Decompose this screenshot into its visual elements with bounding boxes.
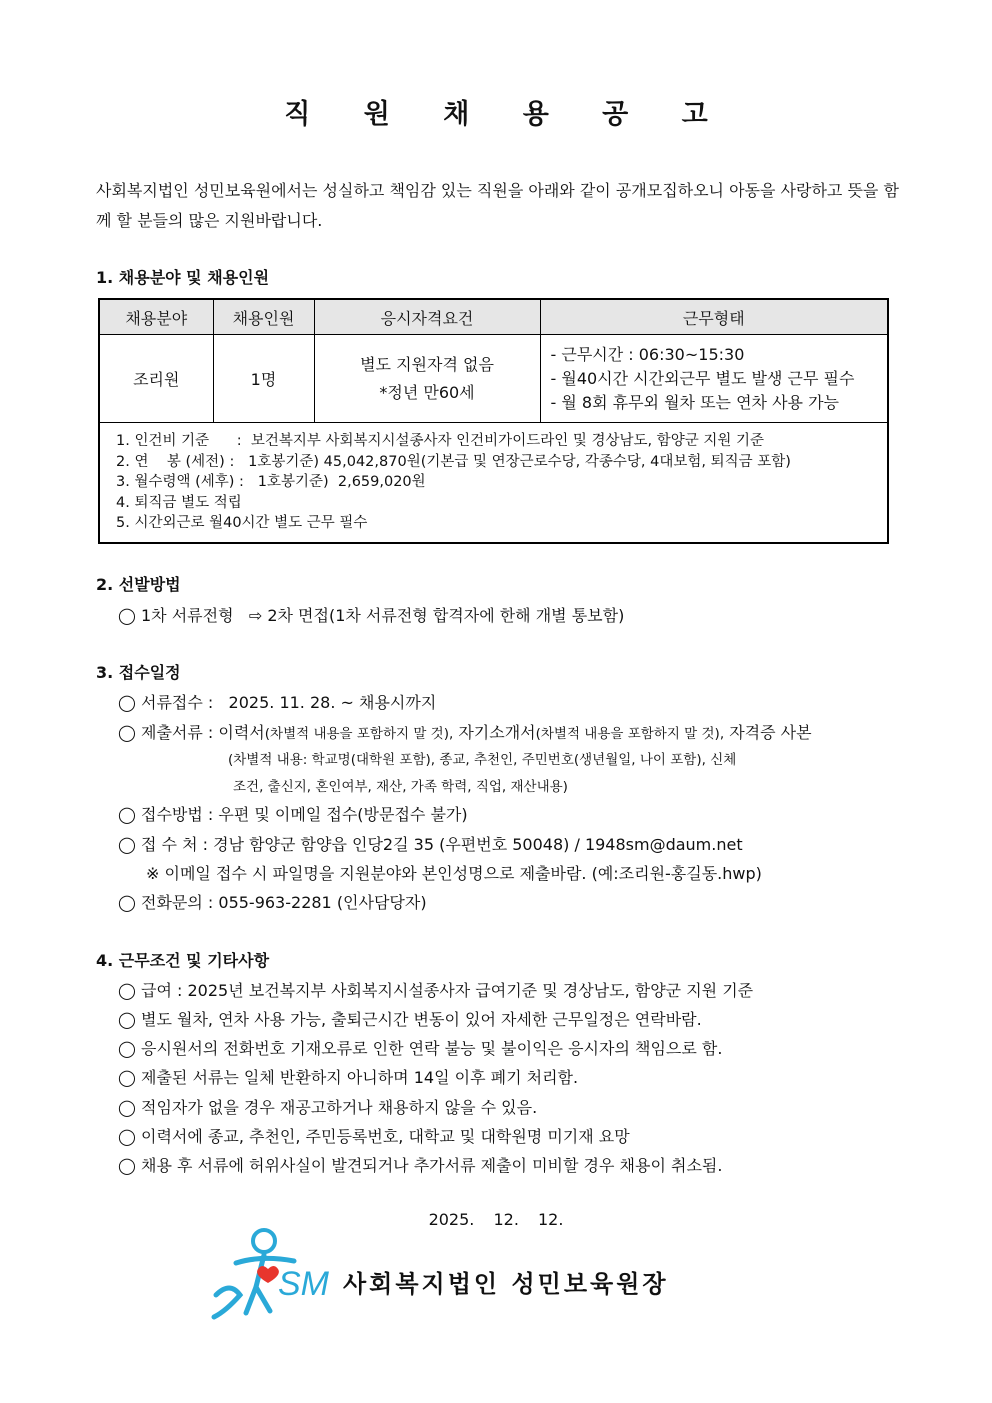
circle-bullet-icon: ◯ [118,981,136,1000]
period-line [118,690,436,713]
circle-bullet-icon: ◯ [118,606,136,625]
list-item [118,1065,578,1088]
condition-text: 응시원서의 전화번호 기재오류로 인한 연락 불능 및 불이익은 응시자의 책임으로 함. [141,1039,723,1058]
section3-heading: 3. 접수일정 [96,663,181,682]
condition-text: 적임자가 없을 경우 재공고하거나 채용하지 않을 수 있음. [141,1098,538,1117]
work-line: - 월 8회 휴무외 월차 또는 연차 사용 가능 [550,392,839,412]
note-item: 5. 시간외근로 월40시간 별도 근무 필수 [116,515,368,531]
note-item: 1. 인건비 기준 : 보건복지부 사회복지시설종사자 인건비가이드라인 및 경상남도, 함양군 지원 기준 [116,433,764,449]
table-header-row [99,299,888,335]
logo-text: SM [278,1265,329,1303]
list-item [118,1124,630,1147]
method-line [118,802,468,825]
cell-count: 1명 [213,335,314,423]
condition-text: 이력서에 종교, 추천인, 주민등록번호, 대학교 및 대학원명 미기재 요망 [141,1127,630,1146]
section1-heading: 1. 채용분야 및 채용인원 [96,268,270,287]
documents-label: 제출서류 : [141,723,219,742]
list-item [118,1095,537,1118]
header-work: 근무형태 [540,299,888,335]
doc-resume-note: (차별적 내용을 포함하지 말 것), [264,726,454,742]
list-item [118,978,753,1001]
documents-subnote-1: (차별적 내용: 학교명(대학원 포함), 종교, 추천인, 주민번호(생년월일, 나이 포함), 신체 [228,752,737,768]
doc-resume: 이력서 [218,723,265,742]
qualification-line: *정년 만60세 [379,382,475,402]
method-text: 접수방법 : 우편 및 이메일 접수(방문접수 불가) [141,805,468,824]
documents-line [118,720,812,743]
circle-bullet-icon: ◯ [118,1010,136,1029]
circle-bullet-icon: ◯ [118,1156,136,1175]
recruit-table [98,298,889,544]
circle-bullet-icon: ◯ [118,1127,136,1146]
list-item [118,1153,722,1176]
list-item [118,1036,722,1059]
intro-paragraph: 사회복지법인 성민보육원에서는 성실하고 책임감 있는 직원을 아래와 같이 공개모집하오니 아동을 사랑하고 뜻을 함께 할 분들의 많은 지원바랍니다. [96,181,899,230]
circle-bullet-icon: ◯ [118,835,136,854]
list-item [118,1007,702,1030]
notes-row [99,423,888,543]
notes-cell [99,423,888,543]
header-count: 채용인원 [213,299,314,335]
arrow-right-icon: ⇨ [248,606,263,625]
circle-bullet-icon: ◯ [118,1039,136,1058]
condition-text: 급여 : 2025년 보건복지부 사회복지시설종사자 급여기준 및 경상남도, 함양군 지원 기준 [141,981,754,1000]
table-row [99,335,888,423]
organization-logo-icon [206,1225,332,1325]
header-field: 채용분야 [99,299,213,335]
page-title: 직 원 채 용 공 고 [284,99,730,130]
condition-text: 별도 월차, 연차 사용 가능, 출퇴근시간 변동이 있어 자세한 근무일정은 연락바람. [141,1010,702,1029]
step2-text: 2차 면접(1차 서류전형 합격자에 한해 개별 통보함) [267,606,625,625]
circle-bullet-icon: ◯ [118,893,136,912]
cell-field: 조리원 [99,335,213,423]
phone-text: 전화문의 : 055-963-2281 (인사담당자) [141,893,427,912]
documents-subnote-2: 조건, 출신지, 혼인여부, 재산, 가족 학력, 직업, 재산내용) [233,779,568,795]
circle-bullet-icon: ◯ [118,723,136,742]
condition-text: 제출된 서류는 일체 반환하지 아니하며 14일 이후 폐기 처리함. [141,1068,579,1087]
note-item: 4. 퇴직금 별도 적립 [116,494,242,511]
circle-bullet-icon: ◯ [118,1068,136,1087]
note-item: 2. 연 봉 (세전) : 1호봉기준) 45,042,870원(기본급 및 연장근로수당, 각종수당, 4대보험, 퇴직금 포함) [116,453,791,470]
circle-bullet-icon: ◯ [118,1098,136,1117]
organization-name: 사회복지법인 성민보육원장 [343,1270,669,1298]
doc-cover-letter: 자기소개서 [453,723,536,742]
announcement-date: 2025. 12. 12. [428,1210,564,1229]
circle-bullet-icon: ◯ [118,693,136,712]
address-text: 접 수 처 : 경남 함양군 함양읍 인당2길 35 (우편번호 50048) / 1948sm@daum.net [141,835,743,854]
circle-bullet-icon: ◯ [118,805,136,824]
condition-text: 채용 후 서류에 허위사실이 발견되거나 추가서류 제출이 미비할 경우 채용이 취소됨. [141,1156,723,1175]
step1-text: 1차 서류전형 [141,606,234,625]
address-line [118,832,743,855]
selection-steps [118,603,624,626]
note-item: 3. 월수령액 (세후) : 1호봉기준) 2,659,020원 [116,474,426,490]
doc-certificate: 자격증 사본 [724,723,812,742]
section2-heading: 2. 선발방법 [96,575,181,594]
work-line: - 월40시간 시간외근무 별도 발생 근무 필수 [550,368,855,388]
qualification-line: 별도 지원자격 없음 [360,354,494,374]
work-line: - 근무시간 : 06:30~15:30 [550,344,745,364]
header-qualification: 응시자격요건 [314,299,540,335]
cell-qualification [314,335,540,423]
phone-line [118,890,427,913]
email-note: ※ 이메일 접수 시 파일명을 지원분야와 본인성명으로 제출바람. (예:조리원-홍길동.hwp) [146,864,762,883]
cell-work [540,335,888,423]
section4-heading: 4. 근무조건 및 기타사항 [96,951,270,970]
doc-cover-letter-note: (차별적 내용을 포함하지 말 것), [535,726,725,742]
period-text: 서류접수 : 2025. 11. 28. ~ 채용시까지 [141,693,437,712]
